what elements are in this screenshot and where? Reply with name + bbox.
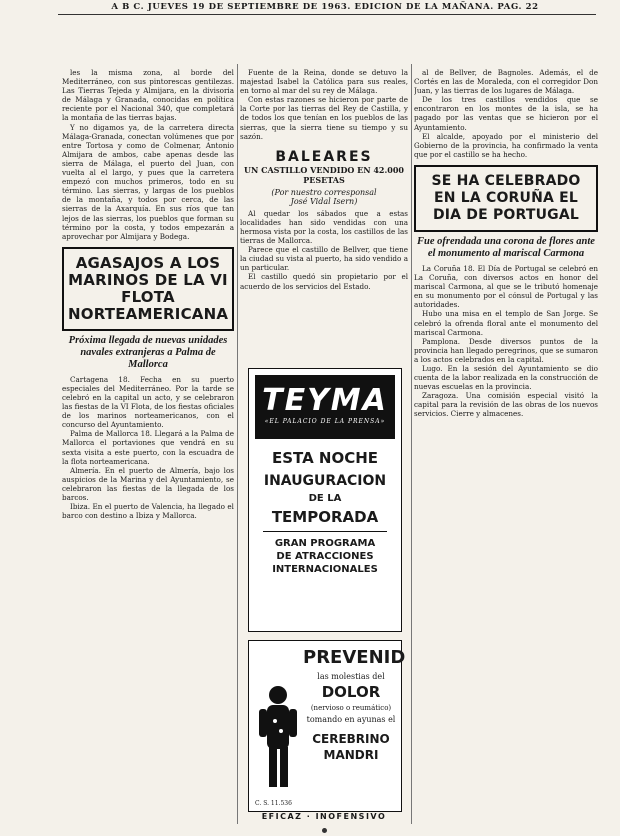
- article-headline-box: [62, 247, 234, 331]
- ad-footer: EFICAZ · INOFENSIVO: [261, 812, 387, 821]
- paragraph: les la misma zona, al borde del Mediterráneo, con sus pintorescas gentilezas. Las Tierras Tejeda y Almijara, en la divisoria de Málaga y Granada, conocidas en política reciente por el Nacional 340, que completará la montaña de las tierras bajas.: [62, 68, 234, 123]
- paragraph: Y no digamos ya, de la carretera directa Málaga-Granada, conectan volúmenes que por entre Tortosa y como de Colmenar, Antonio Almijara de ambos, cabe apenas desde las sierra de Málaga, el puerto del Juan, con vuelta al el largo, y pues que la carretera empezó con muchos primeros, todo en su término. Las sierras, y largas de los pueblos de la montaña, y todos por cerca, de las sierras de la Axarquía. En sus ríos que tan lejos de las sierras, los pueblos que forman su término por la costa, y todos empezarán a aprovechar por Almijara y Bodega.: [62, 122, 234, 241]
- paragraph: Pamplona. Desde diversos puntos de la provincia han llegado peregrinos, que se sumaron a los actos celebrados en la capital.: [414, 336, 598, 364]
- paragraph: El alcalde, apoyado por el ministerio del Gobierno de la provincia, ha confirmado la venta que por el castillo se ha hecho.: [414, 131, 598, 159]
- page-header: A B C. JUEVES 19 DE SEPTIEMBRE DE 1963. EDICION DE LA MAÑANA. PAG. 22: [111, 2, 539, 12]
- paragraph: Ibiza. En el puerto de Valencia, ha llegado el barco con destino a Ibiza y Mallorca.: [62, 502, 234, 521]
- divider: [263, 531, 387, 532]
- article-headline: UN CASTILLO VENDIDO EN 42.000 PESETAS: [244, 164, 404, 185]
- article-headline: AGASAJOS A LOS MARINOS DE LA VI FLOTA NORTEAMERICANA: [68, 253, 229, 323]
- paragraph: La Coruña 18. El Día de Portugal se celebró en La Coruña, con diversos actos en honor del mariscal Carmona, al que se le tributó homenaje en su monumento por el cónsul de Portugal y las autoridades.: [414, 263, 598, 310]
- paragraph: Fuente de la Reina, donde se detuvo la majestad Isabel la Católica para sus reales, en torno al mar del su rey de Málaga.: [240, 68, 408, 96]
- ad-line: las molestias del: [317, 672, 385, 681]
- ad-line: TEMPORADA: [271, 508, 379, 526]
- article-headline-box: [414, 165, 598, 232]
- section-title: BALEARES: [275, 148, 373, 165]
- ad-title: PREVENID: [303, 647, 406, 668]
- paragraph: El castillo quedó sin propietario por el acuerdo de los servicios del Estado.: [240, 272, 408, 291]
- paragraph: Zaragoza. Una comisión especial visitó la capital para la revisión de las obras de los nuevos servicios. Cierre y almacenes.: [414, 391, 598, 419]
- column-3: [414, 68, 598, 828]
- column-2: [240, 68, 408, 363]
- paragraph: Cartagena 18. Fecha en su puerto especiales del Mediterráneo. Por la tarde se celebró en la capital un acto, y se celebraron las fiestas de la VI Flota, de los fiestas oficiales de los marinos norteamericanos, con el concurso del Ayuntamiento.: [62, 374, 234, 430]
- byline: (Por nuestro corresponsal José Vidal Isern): [271, 187, 377, 206]
- paragraph: Palma de Mallorca 18. Llegará a la Palma de Mallorca el portaviones que vendrá en su sexta visita a este puerto, con la escuadra de la flota norteamericana.: [62, 429, 234, 466]
- paragraph: Hubo una misa en el templo de San Jorge. Se celebró la ofrenda floral ante el monumento del mariscal Carmona.: [414, 309, 598, 337]
- teyma-logo: TEYMA: [262, 383, 388, 418]
- ad-line: INAUGURACION: [263, 473, 387, 489]
- teyma-logo-banner: [255, 375, 395, 439]
- article-subheadline: Próxima llegada de nuevas unidades navales extranjeras a Palma de Mallorca: [68, 334, 228, 370]
- paragraph: Al quedar los sábados que a estas localidades han sido vendidas con una hermosa vista por la costa, los castillos de las tierras de Mallorca.: [240, 208, 408, 246]
- paragraph: al de Bellver, de Bagnoles. Además, el de Cortés en las de Moraleda, con el corregidor Don Juan, y las tierras de los lugares de Málaga.: [414, 68, 598, 96]
- ad-line: DOLOR: [321, 683, 381, 701]
- article-subheadline: Fue ofrendada una corona de flores ante el monumento al mariscal Carmona: [417, 235, 595, 259]
- paragraph: De los tres castillos vendidos que se encontraron en los montes de la isla, se ha pagado por las ventas que se hicieron por el Ayuntamiento.: [414, 95, 598, 132]
- ad-line: INTERNACIONALES: [272, 564, 378, 575]
- ad-line: tomando en ayunas el: [306, 715, 396, 724]
- ad-line: GRAN PROGRAMA: [274, 538, 376, 549]
- article-headline: SE HA CELEBRADO EN LA CORUÑA EL DIA DE PORTUGAL: [431, 172, 581, 223]
- column-1: [62, 68, 234, 828]
- figure-illustration: [255, 681, 301, 799]
- ad-line: ESTA NOCHE: [271, 449, 379, 467]
- teyma-tagline: «EL PALACIO DE LA PRENSA»: [264, 418, 386, 425]
- paragraph: Con estas razones se hicieron por parte de la Corte por las tierras del Rey de Castilla, y de todos los que tenían en los pueblos de las sierras, que la sierra tiene su tiempo y su sazón.: [240, 95, 408, 141]
- ad-code: C. S. 11.536: [255, 800, 292, 807]
- paragraph: Lugo. En la sesión del Ayuntamiento se dio cuenta de la labor realizada en la construcción de nuevas escuelas en la provincia.: [414, 363, 598, 392]
- ad-line: (nervioso o reumático): [310, 704, 392, 712]
- header-rule: [58, 14, 596, 15]
- brand-name: MANDRI: [323, 748, 379, 762]
- paragraph: Almería. En el puerto de Almería, bajo los auspicios de la Marina y del Ayuntamiento, se celebraron las fiestas de la llegada de los barcos.: [62, 465, 234, 502]
- paragraph: Parece que el castillo de Bellver, que tiene la ciudad su vista al puerto, ha sido vendido a un particular.: [240, 245, 408, 273]
- column-rule: [411, 64, 412, 824]
- column-rule: [237, 64, 238, 824]
- ad-line: DE LA: [308, 493, 342, 504]
- cerebrino-advertisement: [248, 640, 406, 812]
- brand-name: CEREBRINO: [312, 732, 390, 746]
- ad-line: DE ATRACCIONES: [276, 551, 374, 562]
- page-mark: [322, 828, 327, 833]
- teyma-advertisement: [248, 368, 402, 632]
